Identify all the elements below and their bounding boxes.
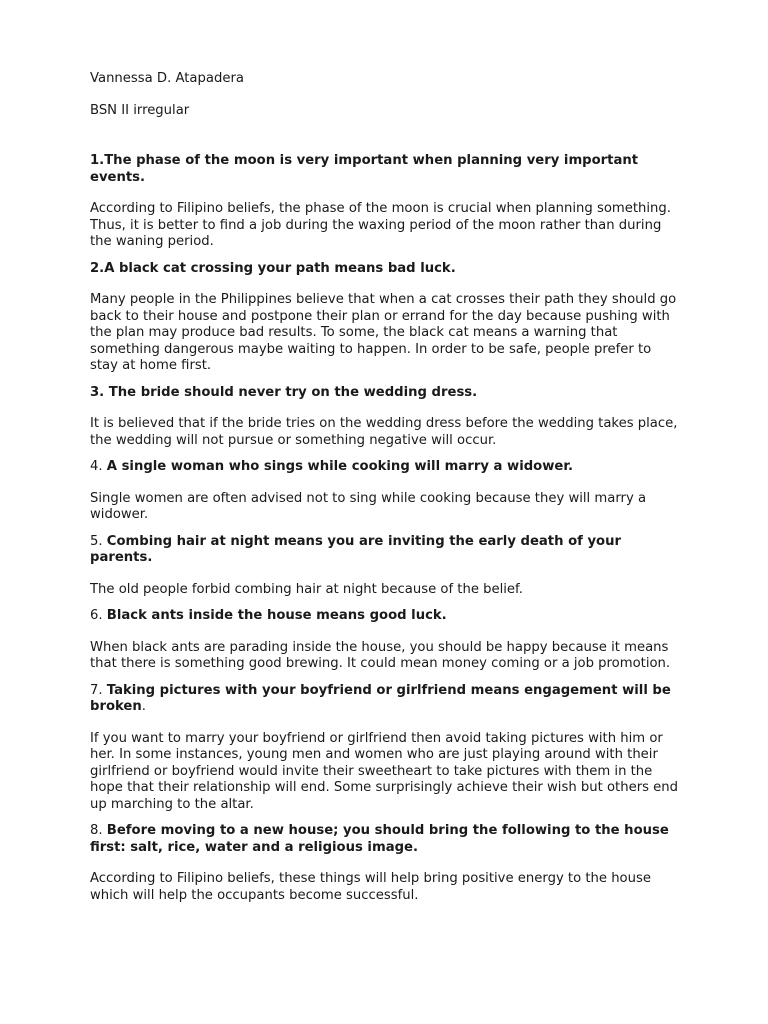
belief-paragraph-4: Single women are often advised not to sing while cooking because they will marry a widower.: [90, 490, 647, 522]
item-number: 8.: [90, 823, 107, 838]
belief-paragraph-1: According to Filipino beliefs, the phase of the moon is crucial when planning something. Thus, it is better to find a job during the waxing period of the moon rather than during the waning period.: [90, 201, 671, 249]
belief-heading-4: [90, 459, 680, 476]
belief-heading-5: [90, 534, 680, 567]
belief-heading-6: [90, 608, 680, 625]
belief-heading-8: [90, 823, 680, 856]
belief-paragraph-6: When black ants are parading inside the house, you should be happy because it means that there is something good brewing. It could mean money coming or a job promotion.: [90, 639, 671, 671]
belief-paragraph-8: According to Filipino beliefs, these things will help bring positive energy to the house which will help the occupants become successful.: [90, 871, 651, 903]
item-title: Black ants inside the house means good luck.: [106, 608, 447, 623]
belief-heading-1: [90, 153, 680, 186]
item-number: 5.: [90, 533, 107, 549]
item-number: 2.: [90, 260, 105, 276]
item-title-period: .: [141, 699, 146, 714]
item-number: 7.: [90, 682, 107, 698]
item-title: A single woman who sings while cooking will marry a widower.: [106, 459, 573, 474]
item-title: The bride should never try on the wedding dress.: [104, 384, 478, 400]
item-number: 6.: [90, 608, 107, 623]
course-label: BSN II irregular: [90, 102, 190, 118]
belief-paragraph-7: If you want to marry your boyfriend or girlfriend then avoid taking pictures with him or her. In some instances, young men and women who are just playing around with their girlfriend or boyfriend would invite their sweetheart to take pictures with them in the hope that their relationship will end. Some surprisingly achieve their wish but others end up marching to the altar.: [90, 730, 679, 812]
belief-heading-2: [90, 261, 680, 278]
item-title: Combing hair at night means you are inviting the early death of your parents.: [90, 533, 622, 565]
belief-paragraph-3: It is believed that if the bride tries on the wedding dress before the wedding takes place, the wedding will not pursue or something negative will occur.: [90, 416, 678, 448]
item-title: A black cat crossing your path means bad luck.: [104, 260, 456, 276]
item-number: 3.: [90, 384, 105, 400]
item-title: The phase of the moon is very important when planning very important events.: [90, 153, 639, 185]
item-title: Before moving to a new house; you should bring the following to the house first: salt, rice, water and a religious image.: [90, 823, 669, 855]
document-page: [90, 71, 680, 914]
belief-heading-3: [90, 385, 680, 402]
belief-paragraph-2: Many people in the Philippines believe that when a cat crosses their path they should go back to their house and postpone their plan or errand for the day because pushing with the plan may produce bad results. To some, the black cat means a warning that something dangerous maybe waiting to happen. In order to be safe, people prefer to stay at home first.: [90, 292, 677, 373]
item-number: 4.: [90, 459, 107, 474]
item-title: Taking pictures with your boyfriend or girlfriend means engagement will be broken: [90, 682, 671, 714]
item-number: 1.: [90, 153, 105, 168]
belief-paragraph-5: The old people forbid combing hair at night because of the belief.: [90, 581, 523, 597]
author-name: Vannessa D. Atapadera: [90, 71, 244, 86]
belief-heading-7: [90, 683, 680, 716]
